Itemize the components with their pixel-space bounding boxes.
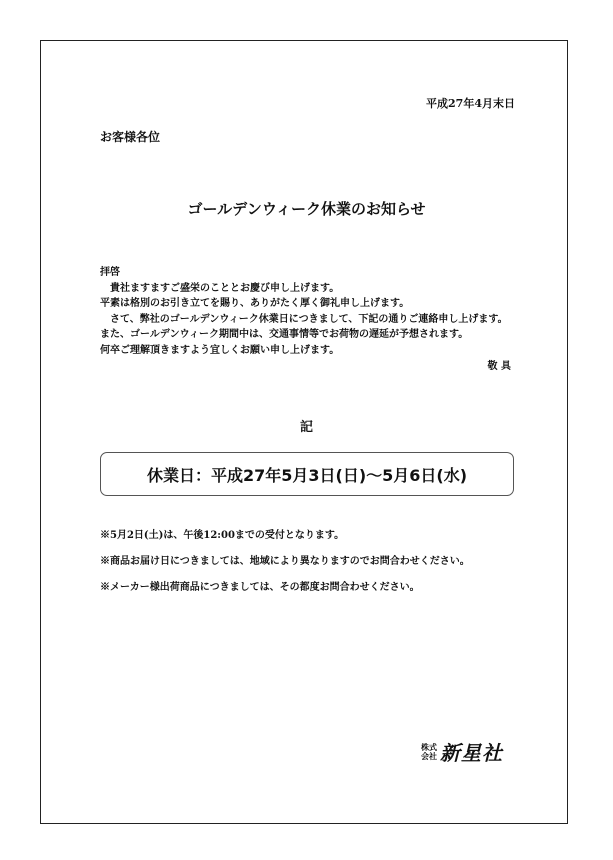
note-item: ※商品お届け日につきましては、地域により異なりますのでお問合わせください。 [100,556,470,567]
body-line: 貴社ますますご盛栄のこととお慶び申し上げます。 [100,282,340,294]
company-logo [421,737,503,766]
holiday-period: 休業日：平成27年5月3日(日)～5月6日(水) [146,465,468,485]
body-line: さて、弊社のゴールデンウィーク休業日につきまして、下記の通りご連絡申し上げます。 [100,313,508,325]
notice-title: ゴールデンウィーク休業のお知らせ [187,200,426,218]
company-kind [421,743,437,761]
notice-date: 平成27年4月末日 [426,97,515,110]
note-item: ※メーカー様出荷商品につきましては、その都度お問合わせください。 [100,582,420,593]
addressee: お客様各位 [100,130,161,144]
company-kind-line: 株式 [421,742,437,752]
body-line: 何卒ご理解頂きますよう宜しくお願い申し上げます。 [100,344,340,356]
ki-heading: 記 [299,420,313,435]
closing-keigu: 敬 具 [487,361,511,372]
note-item: ※5月2日(土)は、午後12:00までの受付となります。 [100,530,345,541]
body-line: 平素は格別のお引き立てを賜り、ありがたく厚く御礼申し上げます。 [100,298,410,309]
company-name: 新星社 [440,741,503,765]
body-line: 拝啓 [100,267,120,278]
notice-body [100,265,520,358]
notes-list [100,528,470,606]
company-kind-line: 会社 [421,751,437,761]
body-line: また、ゴールデンウィーク期間中は、交通事情等でお荷物の遅延が予想されます。 [100,329,469,340]
holiday-period-box [100,452,514,496]
